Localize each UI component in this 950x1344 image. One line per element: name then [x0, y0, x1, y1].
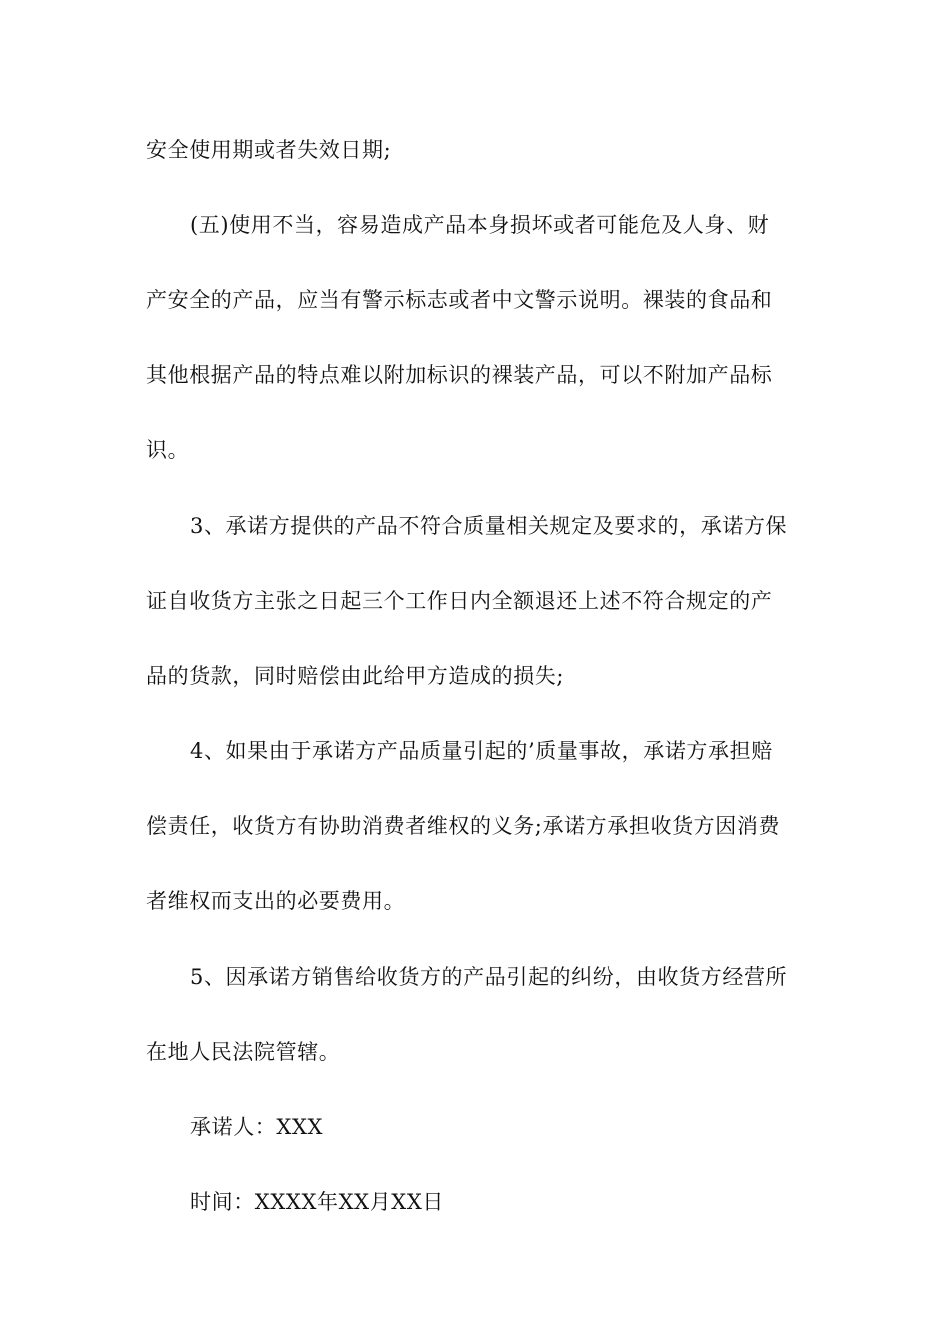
- text-line: 品的货款，同时赔偿由此给甲方造成的损失;: [146, 664, 565, 688]
- paragraph-4-start: 4、如果由于承诺方产品质量引起的’质量事故，承诺方承担赔: [190, 739, 773, 763]
- text-line: 在地人民法院管辖。: [146, 1040, 341, 1064]
- paragraph-5-start: 5、因承诺方销售给收货方的产品引起的纠纷，由收货方经营所: [190, 965, 788, 989]
- date-line: 时间：XXXX年XX月XX日: [190, 1190, 445, 1214]
- text-line: 证自收货方主张之日起三个工作日内全额退还上述不符合规定的产: [146, 589, 773, 613]
- text-line: 偿责任，收货方有协助消费者维权的义务;承诺方承担收货方因消费: [146, 814, 781, 838]
- text-line: 其他根据产品的特点难以附加标识的裸装产品，可以不附加产品标: [146, 363, 773, 387]
- paragraph-3-start: 3、承诺方提供的产品不符合质量相关规定及要求的，承诺方保: [190, 514, 788, 538]
- signatory-line: 承诺人：XXX: [190, 1115, 324, 1139]
- paragraph-item-5-start: (五)使用不当，容易造成产品本身损坏或者可能危及人身、财: [190, 213, 770, 237]
- text-line: 识。: [146, 438, 190, 462]
- text-line: 安全使用期或者失效日期;: [146, 138, 392, 162]
- text-line: 者维权而支出的必要费用。: [146, 889, 406, 913]
- text-line: 产安全的产品，应当有警示标志或者中文警示说明。裸装的食品和: [146, 288, 773, 312]
